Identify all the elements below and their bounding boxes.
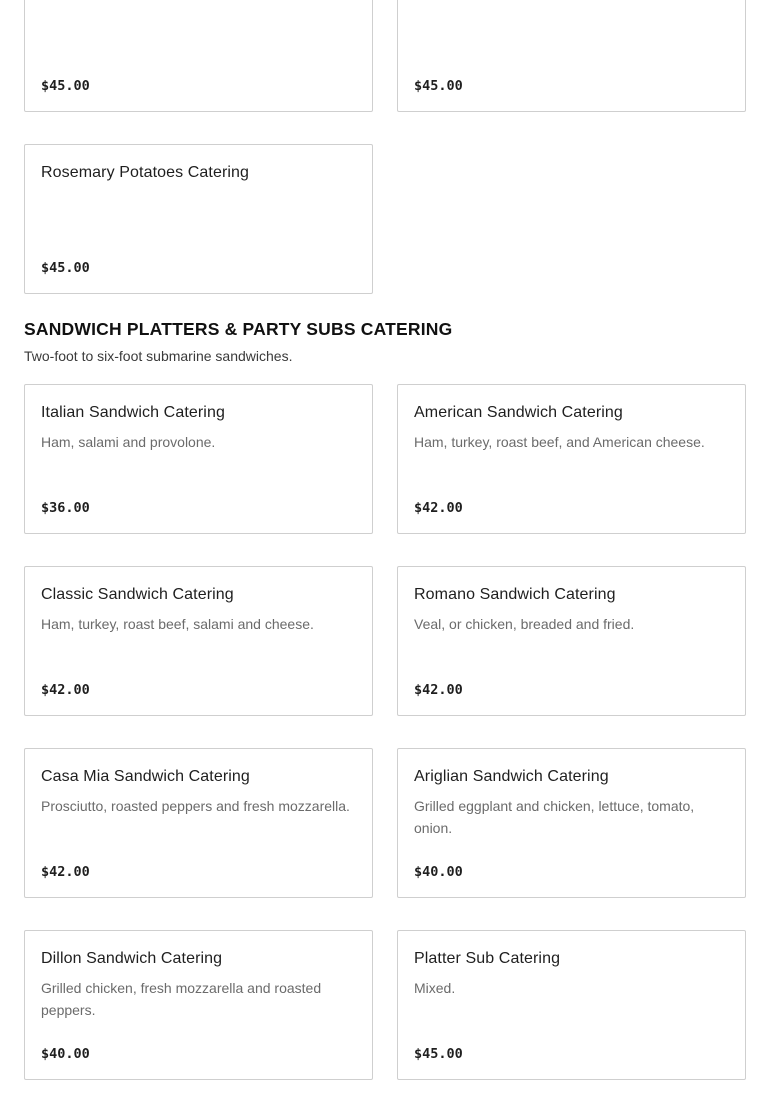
item-price: $42.00 — [414, 682, 463, 698]
item-description: Ham, turkey, roast beef, and American cheese. — [414, 434, 705, 450]
section-description: Two-foot to six-foot submarine sandwiches. — [24, 348, 293, 364]
item-price: $45.00 — [414, 1046, 463, 1062]
item-description: Ham, turkey, roast beef, salami and cheese. — [41, 616, 314, 632]
item-title: Casa Mia Sandwich Catering — [41, 768, 250, 785]
item-description: Prosciutto, roasted peppers and fresh mozzarella. — [41, 798, 350, 814]
menu-item-card[interactable] — [24, 144, 373, 294]
menu-item-card[interactable] — [397, 566, 746, 716]
item-description: Grilled chicken, fresh mozzarella and roasted peppers. — [41, 980, 322, 1018]
item-price: $36.00 — [41, 500, 90, 516]
item-title: Romano Sandwich Catering — [414, 586, 616, 603]
item-description: Mixed. — [414, 980, 456, 996]
item-title: Italian Sandwich Catering — [41, 404, 225, 421]
section-title: SANDWICH PLATTERS & PARTY SUBS CATERING — [24, 319, 453, 339]
item-description: Ham, salami and provolone. — [41, 434, 216, 450]
menu-item-card[interactable] — [24, 930, 373, 1080]
item-price: $42.00 — [414, 500, 463, 516]
item-price: $45.00 — [414, 78, 463, 94]
item-title: American Sandwich Catering — [414, 404, 623, 421]
menu-item-card[interactable] — [24, 0, 373, 112]
item-title: Classic Sandwich Catering — [41, 586, 234, 603]
item-price: $45.00 — [41, 78, 90, 94]
menu-item-card[interactable] — [24, 566, 373, 716]
menu-item-card[interactable] — [397, 748, 746, 898]
item-description: Grilled eggplant and chicken, lettuce, tomato, onion. — [414, 798, 695, 836]
item-price: $42.00 — [41, 682, 90, 698]
item-price: $45.00 — [41, 260, 90, 276]
menu-item-card[interactable] — [397, 0, 746, 112]
item-price: $40.00 — [414, 864, 463, 880]
item-title: Rosemary Potatoes Catering — [41, 164, 250, 181]
menu-item-card[interactable] — [24, 748, 373, 898]
item-title: Dillon Sandwich Catering — [41, 950, 223, 967]
item-title: Platter Sub Catering — [414, 950, 561, 967]
menu-item-card[interactable] — [397, 384, 746, 534]
item-price: $42.00 — [41, 864, 90, 880]
item-title: Ariglian Sandwich Catering — [414, 768, 609, 785]
item-description: Veal, or chicken, breaded and fried. — [414, 616, 635, 632]
item-price: $40.00 — [41, 1046, 90, 1062]
menu-item-card[interactable] — [397, 930, 746, 1080]
menu-item-card[interactable] — [24, 384, 373, 534]
